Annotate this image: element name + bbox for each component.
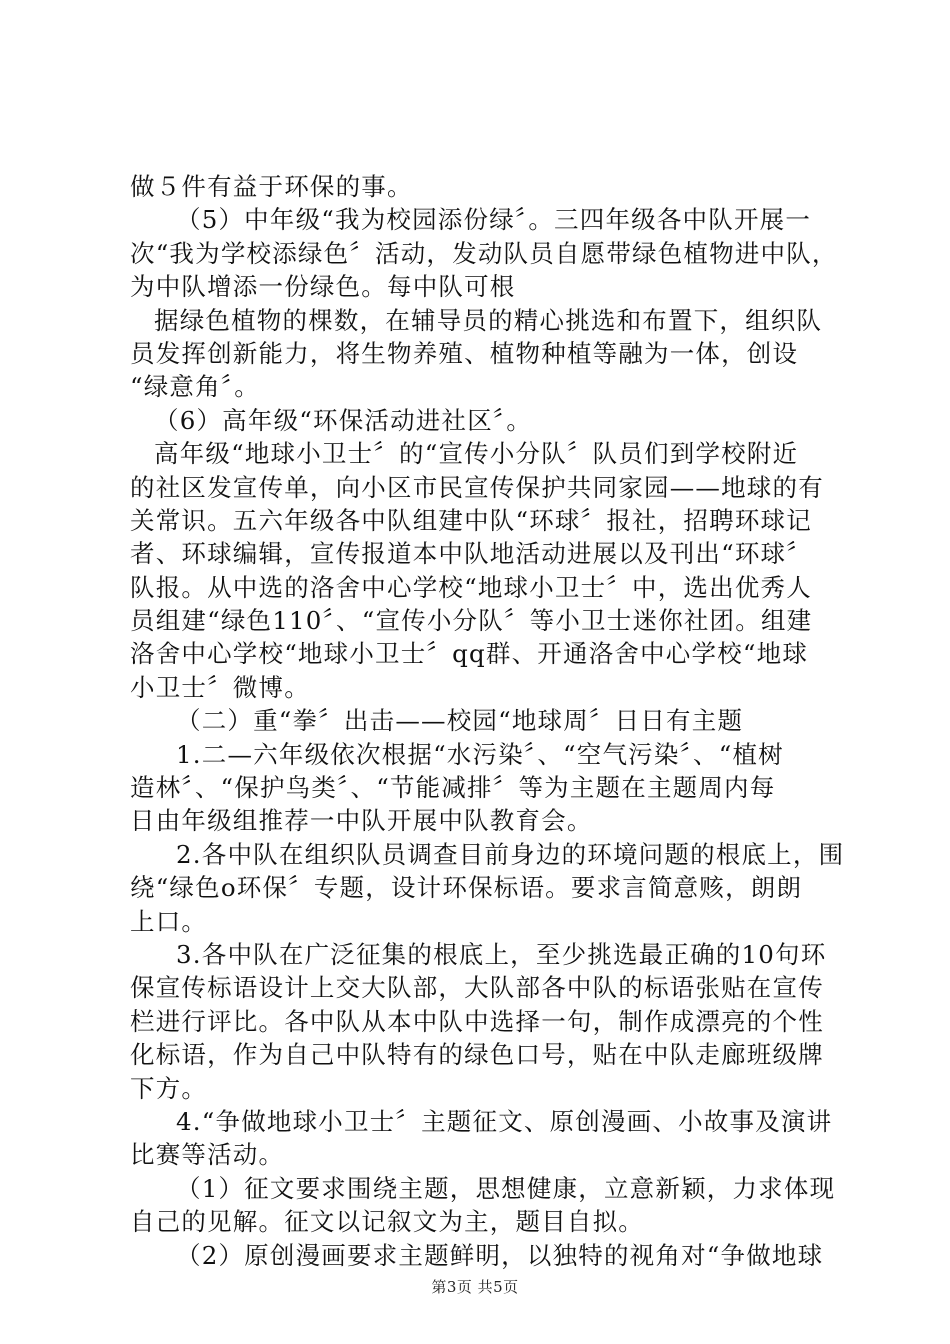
text-line: （1）征文要求围绕主题，思想健康，立意新颖，力求体现 <box>176 1173 836 1203</box>
text-line: 比赛等活动。 <box>130 1140 285 1170</box>
text-line: （6）高年级“环保活动进社区〞。 <box>154 405 533 435</box>
text-line: 为中队增添一份绿色。每中队可根 <box>130 272 516 302</box>
page-footer: 第3页 共5页 <box>431 1278 519 1296</box>
text-line: 员发挥创新能力，将生物养殖、植物种植等融为一体，创设 <box>130 338 799 368</box>
text-line: 高年级“地球小卫士〞的“宣传小分队〞队员们到学校附近 <box>154 439 799 469</box>
text-line: 自己的见解。征文以记叙文为主，题目自拟。 <box>130 1207 644 1237</box>
text-line: 造林〞、“保护鸟类〞、“节能减排〞等为主题在主题周内每 <box>130 773 776 803</box>
text-line: 者、环球编辑，宣传报道本中队地活动进展以及刊出“环球〞 <box>130 539 812 569</box>
text-line: 上口。 <box>130 906 208 936</box>
text-line: （二）重“拳〞出击——校园“地球周〞日日有主题 <box>176 706 744 736</box>
text-line: 下方。 <box>130 1073 208 1103</box>
text-line: 关常识。五六年级各中队组建中队“环球〞报社，招聘环球记 <box>130 505 812 535</box>
text-line: “绿意角〞。 <box>130 372 260 402</box>
text-line: 栏进行评比。各中队从本中队中选择一句，制作成漂亮的个性 <box>130 1006 824 1036</box>
text-line: （2）原创漫画要求主题鲜明，以独特的视角对“争做地球 <box>176 1240 824 1270</box>
text-line: 4.“争做地球小卫士〞主题征文、原创漫画、小故事及演讲 <box>176 1106 833 1136</box>
text-line: 的社区发宣传单，向小区市民宣传保护共同家园——地球的有 <box>130 472 824 502</box>
text-line: 化标语，作为自己中队特有的绿色口号，贴在中队走廊班级牌 <box>130 1040 824 1070</box>
text-line: 2.各中队在组织队员调查目前身边的环境问题的根底上，围 <box>176 839 845 869</box>
text-line: 队报。从中选的洛舍中心学校“地球小卫士〞中，选出优秀人 <box>130 572 812 602</box>
document-body <box>130 170 845 1272</box>
text-line: 1.二—六年级依次根据“水污染〞、“空气污染〞、“植树 <box>176 739 784 769</box>
text-line: 保宣传标语设计上交大队部，大队部各中队的标语张贴在宣传 <box>130 973 824 1003</box>
text-line: （5）中年级“我为校园添份绿〞。三四年级各中队开展一 <box>176 205 812 235</box>
text-line: 员组建“绿色110〞、“宣传小分队〞等小卫士迷你社团。组建 <box>130 606 813 636</box>
text-line: 次“我为学校添绿色〞活动，发动队员自愿带绿色植物进中队， <box>130 238 838 268</box>
text-line: 洛舍中心学校“地球小卫士〞qq群、开通洛舍中心学校“地球 <box>130 639 809 669</box>
text-line: 小卫士〞微博。 <box>130 672 310 702</box>
text-line: 日由年级组推荐一中队开展中队教育会。 <box>130 806 593 836</box>
text-line: 据绿色植物的棵数，在辅导员的精心挑选和布置下，组织队 <box>154 305 823 335</box>
text-line: 做５件有益于环保的事。 <box>130 172 413 201</box>
text-line: 绕“绿色o环保〞专题，设计环保标语。要求言简意赅，朗朗 <box>130 873 803 903</box>
text-line: 3.各中队在广泛征集的根底上，至少挑选最正确的10句环 <box>176 939 827 969</box>
